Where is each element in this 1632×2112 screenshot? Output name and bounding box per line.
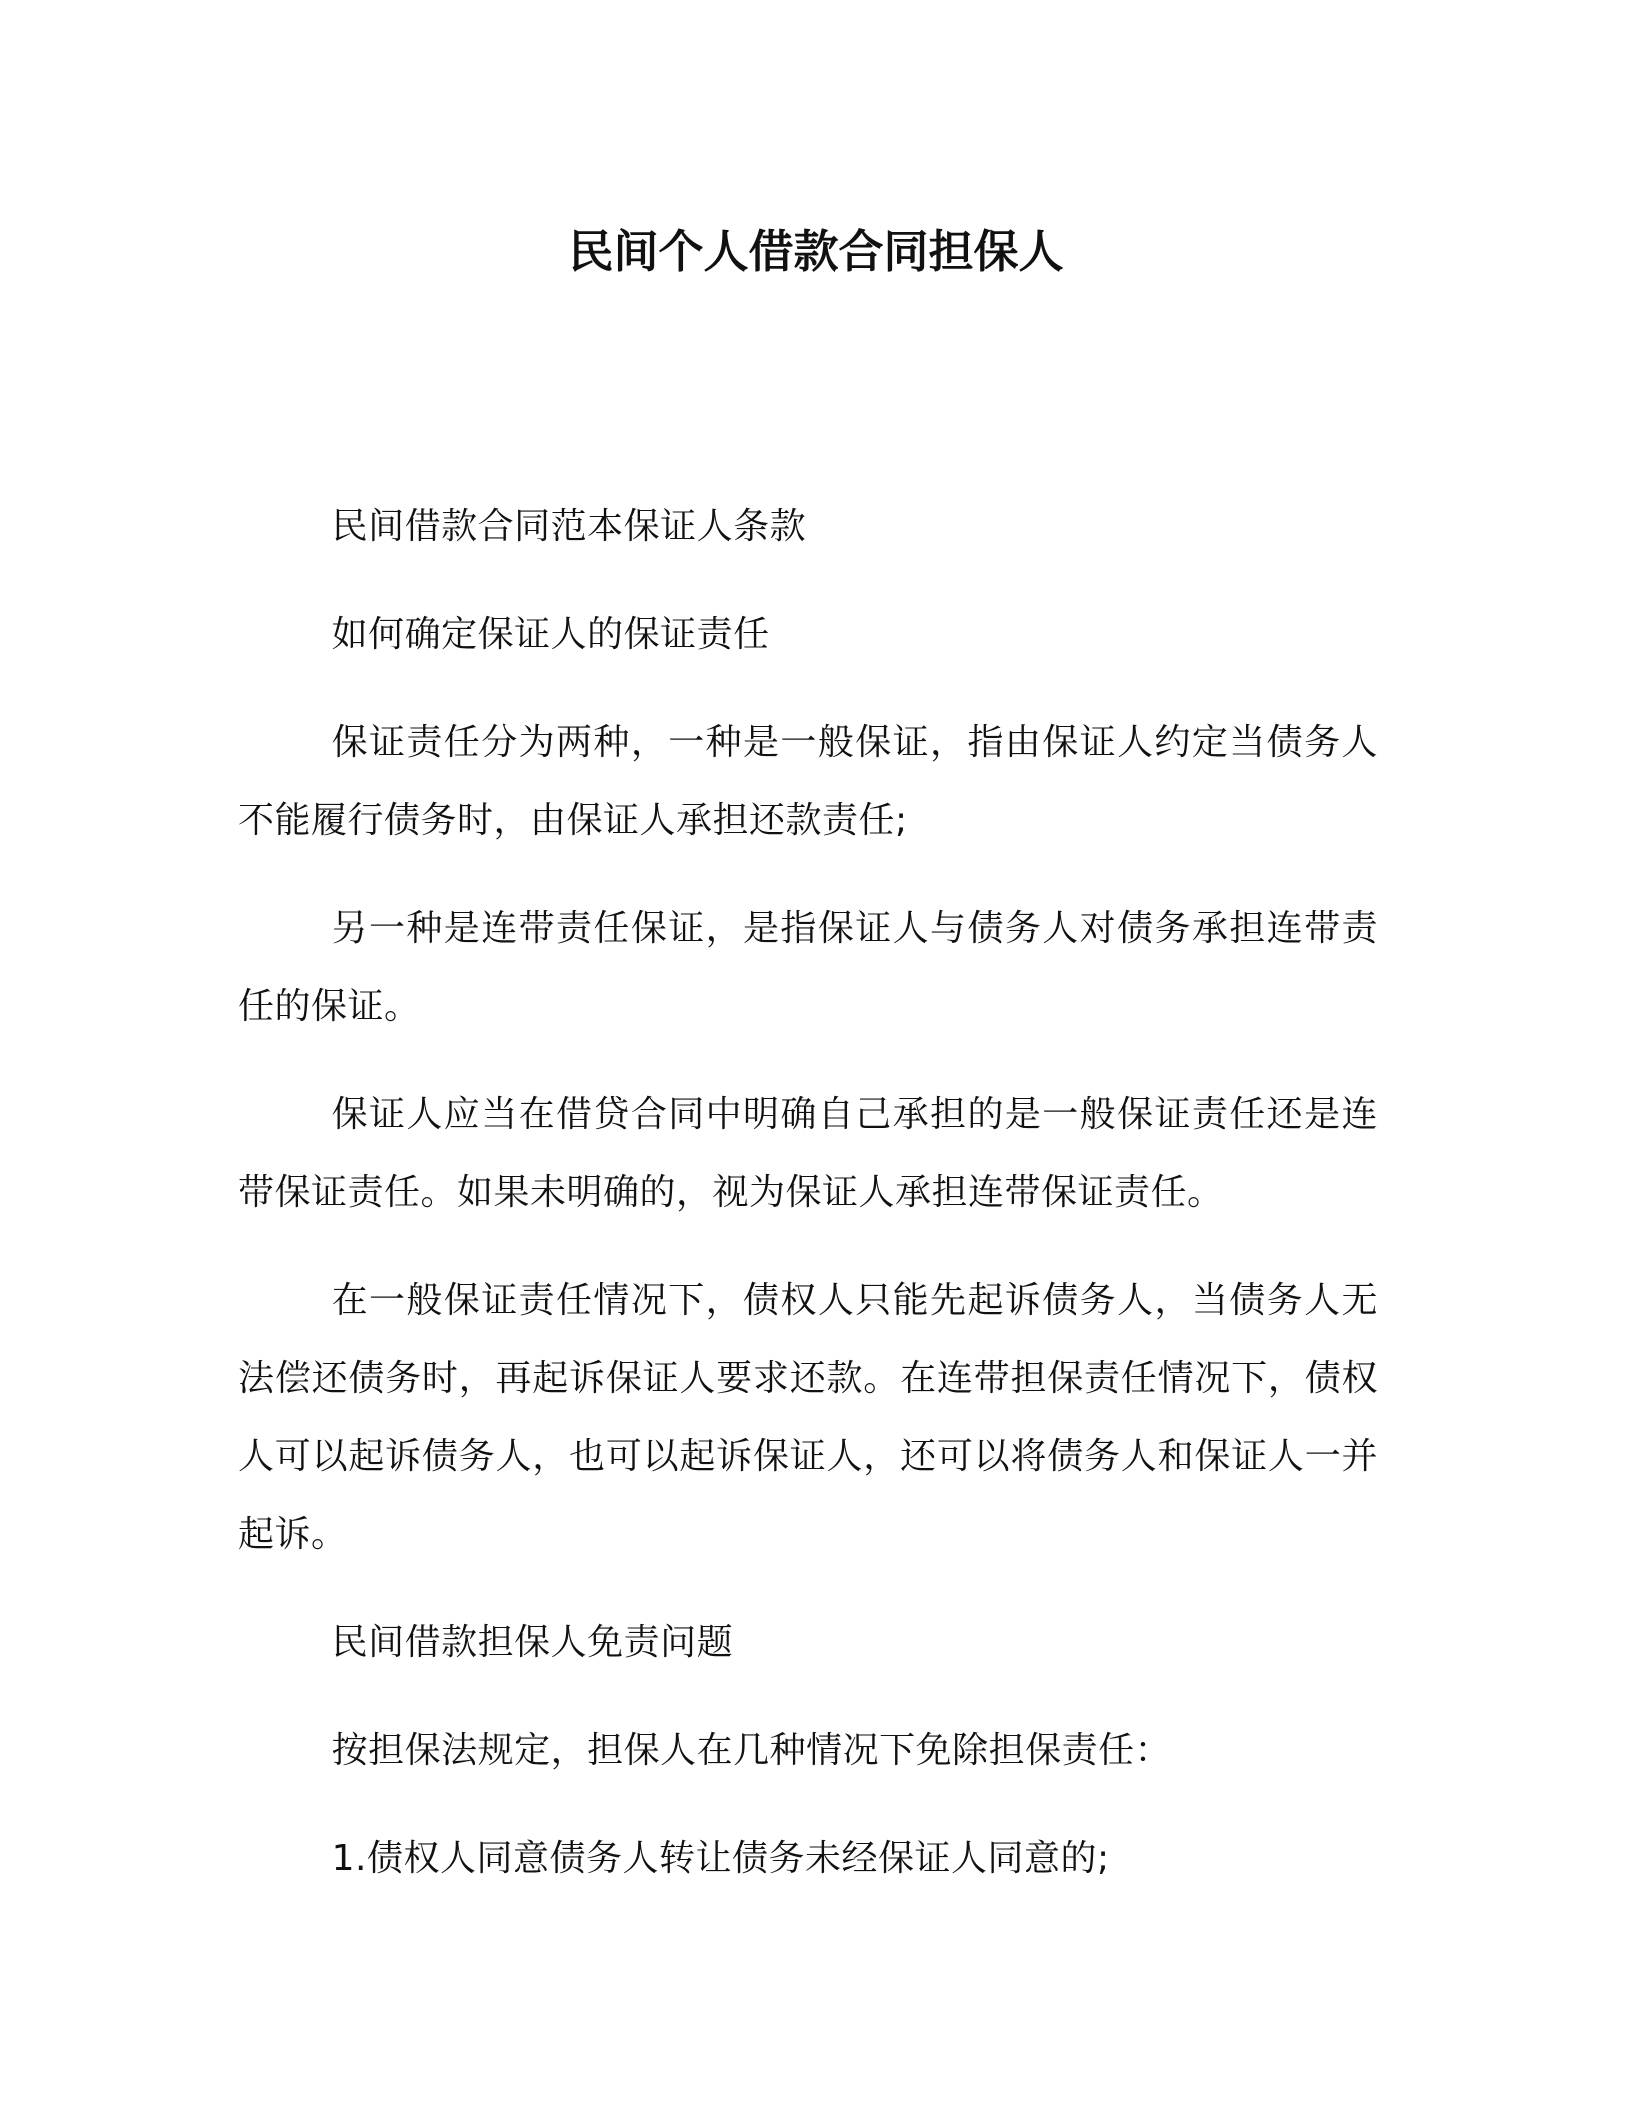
paragraph-4: 另一种是连带责任保证，是指保证人与债务人对债务承担连带责任的保证。 bbox=[238, 908, 1378, 1027]
paragraph-1: 民间借款合同范本保证人条款 bbox=[331, 506, 807, 547]
paragraph-8: 按担保法规定，担保人在几种情况下免除担保责任： bbox=[331, 1730, 1172, 1771]
paragraph-7: 民间借款担保人免责问题 bbox=[331, 1622, 734, 1663]
document-body bbox=[238, 488, 1378, 1928]
paragraph-2: 如何确定保证人的保证责任 bbox=[331, 614, 770, 655]
paragraph-5: 保证人应当在借贷合同中明确自己承担的是一般保证责任还是连带保证责任。如果未明确的，视为保证人承担连带保证责任。 bbox=[238, 1094, 1378, 1213]
paragraph-3: 保证责任分为两种，一种是一般保证，指由保证人约定当债务人不能履行债务时，由保证人承担还款责任; bbox=[238, 722, 1378, 841]
document-title: 民间个人借款合同担保人 bbox=[568, 225, 1064, 278]
paragraph-6: 在一般保证责任情况下，债权人只能先起诉债务人，当债务人无法偿还债务时，再起诉保证人要求还款。在连带担保责任情况下，债权人可以起诉债务人，也可以起诉保证人，还可以将债务人和保证人一并起诉。 bbox=[238, 1280, 1378, 1555]
paragraph-9: 1.债权人同意债务人转让债务未经保证人同意的; bbox=[331, 1838, 1110, 1879]
